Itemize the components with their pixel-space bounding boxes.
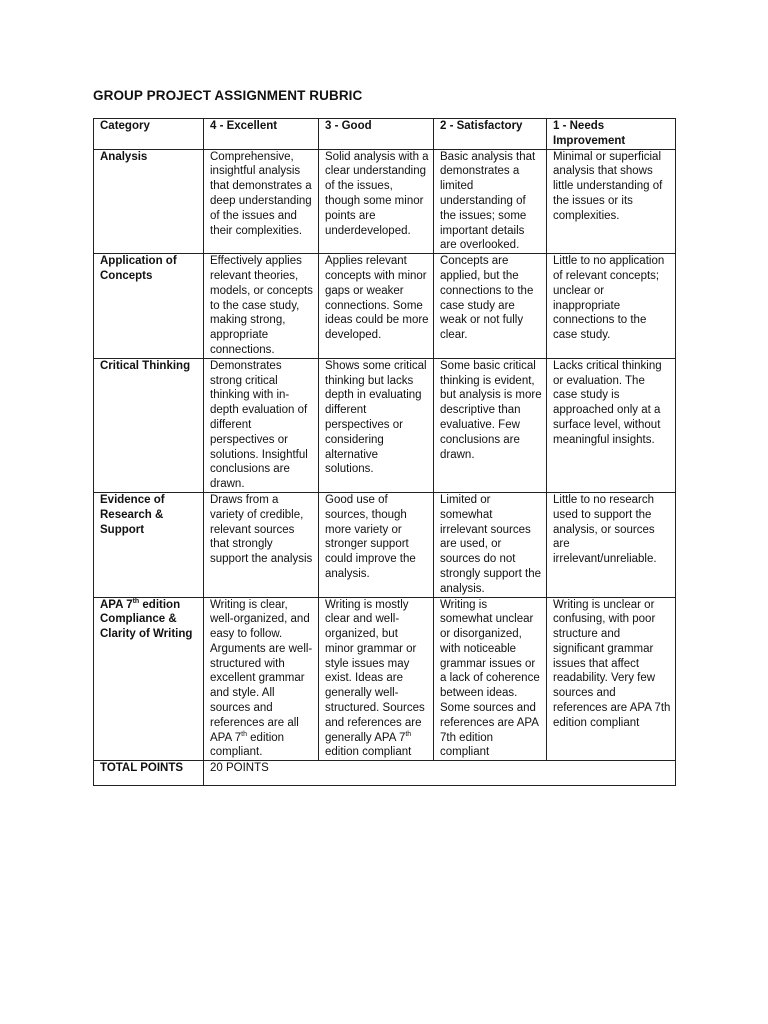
cell-text: edition compliant. — [210, 731, 285, 759]
total-value: 20 POINTS — [204, 761, 676, 786]
cell-needs-improvement: Lacks critical thinking or evaluation. The case study is approached only at a surface level, without meaningful insights. — [547, 358, 676, 492]
cell-satisfactory: Limited or somewhat irrelevant sources are used, or sources do not strongly support the analysis. — [434, 492, 547, 597]
rubric-table — [93, 118, 676, 786]
table-row — [94, 149, 676, 254]
header-category: Category — [94, 119, 204, 150]
cell-excellent — [204, 597, 319, 761]
header-row — [94, 119, 676, 150]
superscript: th — [241, 730, 247, 738]
total-label: TOTAL POINTS — [94, 761, 204, 786]
row-category: Application of Concepts — [94, 254, 204, 359]
row-category: Critical Thinking — [94, 358, 204, 492]
cell-good: Applies relevant concepts with minor gaps or weaker connections. Some ideas could be more developed. — [319, 254, 434, 359]
cell-needs-improvement: Writing is unclear or confusing, with poor structure and significant grammar issues that affect readability. Very few sources and references are APA 7th edition compliant — [547, 597, 676, 761]
cell-satisfactory: Concepts are applied, but the connections to the case study are weak or not fully clear. — [434, 254, 547, 359]
table-row — [94, 254, 676, 359]
cell-satisfactory: Some basic critical thinking is evident, but analysis is more descriptive than evaluative. Few conclusions are drawn. — [434, 358, 547, 492]
header-good: 3 - Good — [319, 119, 434, 150]
category-text: APA 7 — [100, 598, 133, 611]
cell-satisfactory: Basic analysis that demonstrates a limited understanding of the issues; some important details are overlooked. — [434, 149, 547, 254]
cell-needs-improvement: Little to no application of relevant concepts; unclear or inappropriate connections to the case study. — [547, 254, 676, 359]
cell-good — [319, 597, 434, 761]
cell-excellent: Effectively applies relevant theories, models, or concepts to the case study, making strong, appropriate connections. — [204, 254, 319, 359]
cell-excellent: Comprehensive, insightful analysis that demonstrates a deep understanding of the issues and their complexities. — [204, 149, 319, 254]
page-title: GROUP PROJECT ASSIGNMENT RUBRIC — [93, 88, 363, 103]
cell-text: edition compliant — [325, 746, 412, 759]
cell-excellent: Draws from a variety of credible, relevant sources that strongly support the analysis — [204, 492, 319, 597]
cell-excellent: Demonstrates strong critical thinking with in-depth evaluation of different perspectives or solutions. Insightful conclusions are drawn. — [204, 358, 319, 492]
header-needs-improvement: 1 - Needs Improvement — [547, 119, 676, 150]
cell-good: Shows some critical thinking but lacks depth in evaluating different perspectives or considering alternative solutions. — [319, 358, 434, 492]
superscript: th — [132, 597, 140, 605]
category-text: edition Compliance & Clarity of Writing — [100, 598, 193, 641]
cell-needs-improvement: Minimal or superficial analysis that shows little understanding of the issues or its complexities. — [547, 149, 676, 254]
row-category — [94, 597, 204, 761]
header-satisfactory: 2 - Satisfactory — [434, 119, 547, 150]
table-row — [94, 358, 676, 492]
cell-text: Writing is clear, well-organized, and easy to follow. Arguments are well-structured with excellent grammar and style. All sources and references are all APA 7 — [210, 598, 313, 744]
total-row — [94, 761, 676, 786]
row-category: Analysis — [94, 149, 204, 254]
header-excellent: 4 - Excellent — [204, 119, 319, 150]
cell-satisfactory: Writing is somewhat unclear or disorganized, with noticeable grammar issues or a lack of coherence between ideas. Some sources and references are APA 7th edition compliant — [434, 597, 547, 761]
row-category: Evidence of Research & Support — [94, 492, 204, 597]
table-row — [94, 597, 676, 761]
cell-needs-improvement: Little to no research used to support the analysis, or sources are irrelevant/unreliable. — [547, 492, 676, 597]
cell-good: Solid analysis with a clear understanding of the issues, though some minor points are underdeveloped. — [319, 149, 434, 254]
table-row — [94, 492, 676, 597]
cell-text: Writing is mostly clear and well-organized, but minor grammar or style issues may exist. Ideas are generally well-structured. Sources and references are generally APA 7 — [325, 598, 425, 744]
cell-good: Good use of sources, though more variety or stronger support could improve the analysis. — [319, 492, 434, 597]
superscript: th — [405, 730, 412, 738]
